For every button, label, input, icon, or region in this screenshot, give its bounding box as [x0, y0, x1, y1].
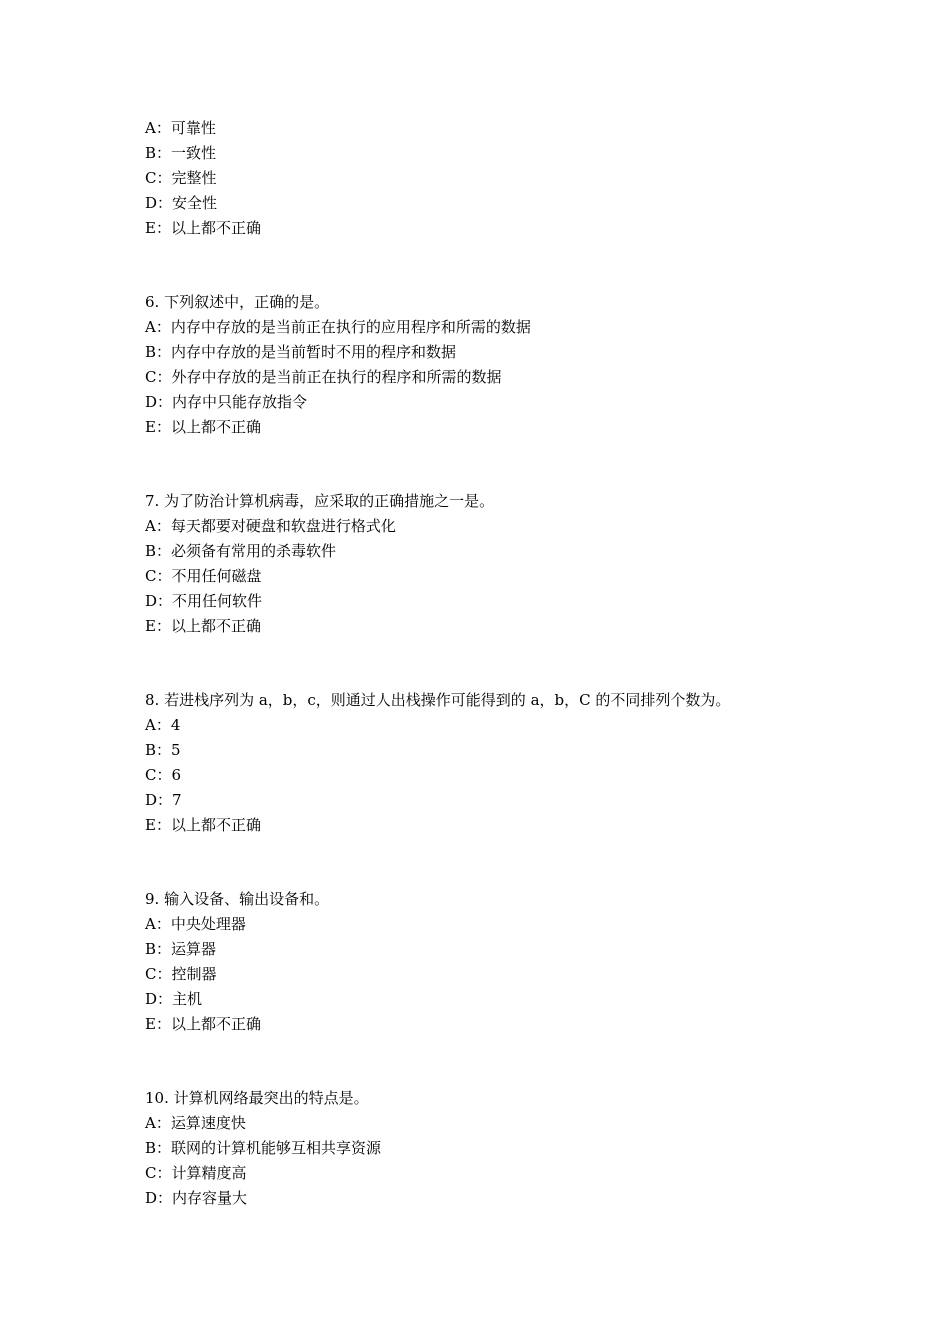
option-line: D：7 — [145, 791, 182, 809]
option-line: C：控制器 — [145, 965, 217, 983]
option-line: E：以上都不正确 — [145, 418, 261, 436]
option-line: E：以上都不正确 — [145, 219, 261, 237]
option-line: E：以上都不正确 — [145, 617, 261, 635]
option-line: C：6 — [145, 766, 182, 784]
option-line: C：计算精度高 — [145, 1164, 247, 1182]
option-line: B：运算器 — [145, 940, 217, 958]
option-line: A：4 — [145, 716, 181, 734]
option-line: C：不用任何磁盘 — [145, 567, 262, 585]
question-stem: 7. 为了防治计算机病毒，应采取的正确措施之一是。 — [145, 492, 495, 510]
option-line: B：必须备有常用的杀毒软件 — [145, 542, 337, 560]
option-line: D：内存中只能存放指令 — [145, 393, 308, 411]
option-line: B：5 — [145, 741, 181, 759]
option-line: A：内存中存放的是当前正在执行的应用程序和所需的数据 — [145, 318, 531, 336]
question-stem: 8. 若进栈序列为 a，b，c，则通过人出栈操作可能得到的 a，b，C 的不同排列个数为。 — [145, 691, 731, 709]
option-line: B：内存中存放的是当前暂时不用的程序和数据 — [145, 343, 457, 361]
option-line: D：内存容量大 — [145, 1189, 248, 1207]
option-line: C：外存中存放的是当前正在执行的程序和所需的数据 — [145, 368, 502, 386]
option-line: A：可靠性 — [145, 119, 216, 137]
option-line: E：以上都不正确 — [145, 816, 261, 834]
option-line: A：运算速度快 — [145, 1114, 246, 1132]
option-line: B：一致性 — [145, 144, 217, 162]
option-line: E：以上都不正确 — [145, 1015, 261, 1033]
option-line: D：主机 — [145, 990, 203, 1008]
option-line: B：联网的计算机能够互相共享资源 — [145, 1139, 382, 1157]
option-line: C：完整性 — [145, 169, 217, 187]
option-line: D：不用任何软件 — [145, 592, 263, 610]
question-stem: 9. 输入设备、输出设备和。 — [145, 890, 330, 908]
option-line: A：每天都要对硬盘和软盘进行格式化 — [145, 517, 396, 535]
question-stem: 6. 下列叙述中，正确的是。 — [145, 293, 330, 311]
question-stem: 10. 计算机网络最突出的特点是。 — [145, 1089, 369, 1107]
option-line: D：安全性 — [145, 194, 218, 212]
option-line: A：中央处理器 — [145, 915, 246, 933]
